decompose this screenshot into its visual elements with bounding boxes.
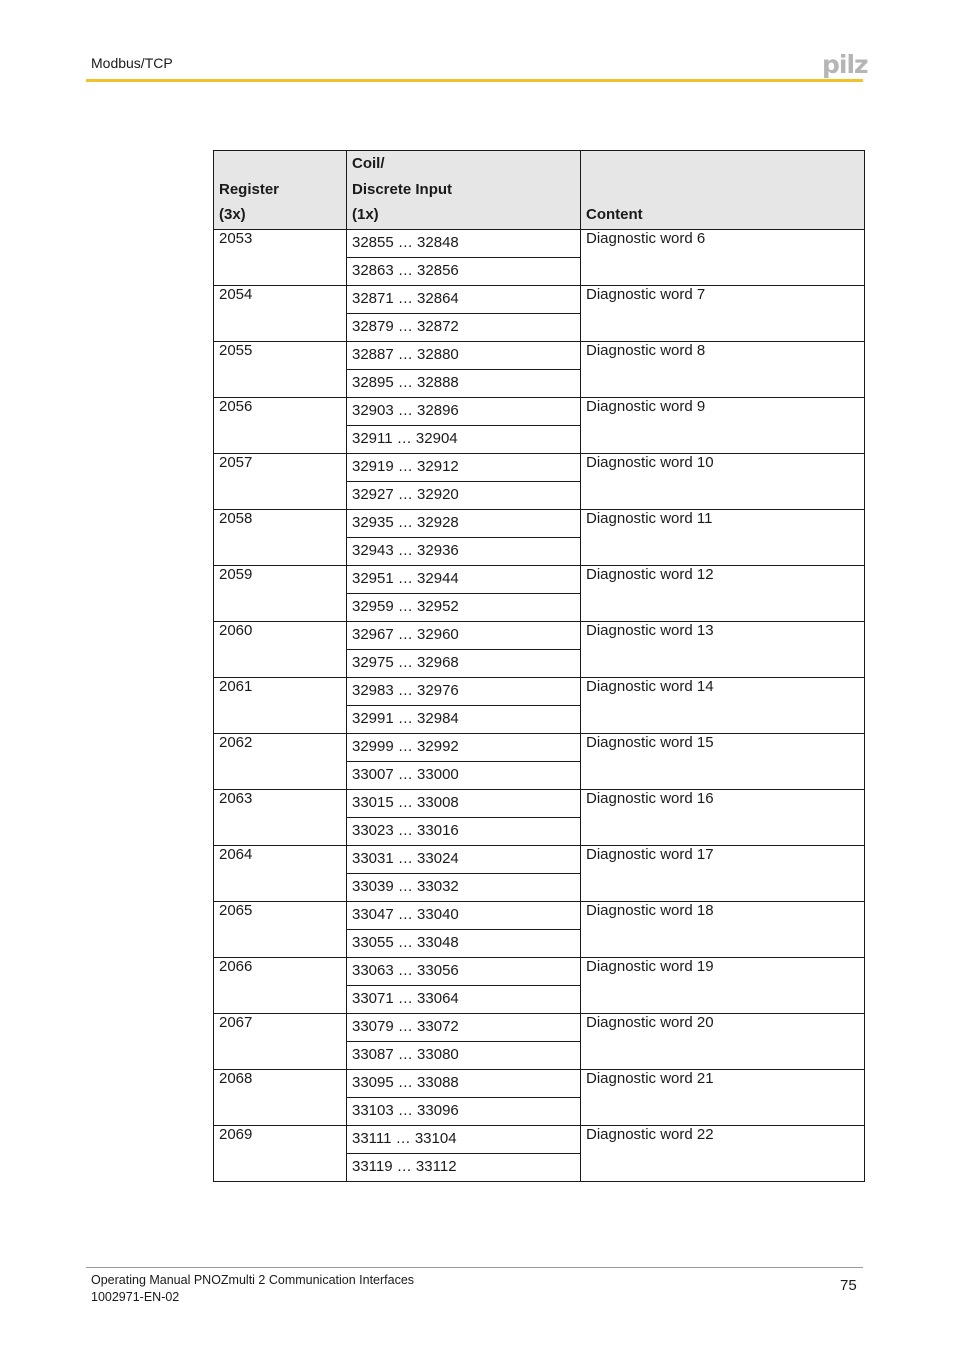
content-cell: Diagnostic word 18	[581, 901, 865, 957]
content-cell: Diagnostic word 15	[581, 733, 865, 789]
header-coil-line: Discrete Input	[352, 180, 453, 198]
coil-range-cell: 32967 … 32960	[347, 621, 581, 649]
pilz-logo: pilz	[822, 50, 868, 79]
coil-range-cell: 32855 … 32848	[347, 229, 581, 257]
register-cell: 2055	[214, 341, 347, 397]
coil-range-cell: 32975 … 32968	[347, 649, 581, 677]
table-header-row	[214, 151, 865, 230]
table-row	[214, 1013, 865, 1041]
header-divider	[86, 79, 863, 82]
register-cell: 2068	[214, 1069, 347, 1125]
page-header-title: Modbus/TCP	[91, 55, 173, 71]
content-cell: Diagnostic word 19	[581, 957, 865, 1013]
coil-range-cell: 33055 … 33048	[347, 929, 581, 957]
coil-range-cell: 33023 … 33016	[347, 817, 581, 845]
register-cell: 2061	[214, 677, 347, 733]
coil-range-cell: 33103 … 33096	[347, 1097, 581, 1125]
content-cell: Diagnostic word 12	[581, 565, 865, 621]
coil-range-cell: 33087 … 33080	[347, 1041, 581, 1069]
table-row	[214, 453, 865, 481]
register-cell: 2053	[214, 229, 347, 285]
table-row	[214, 677, 865, 705]
register-cell: 2064	[214, 845, 347, 901]
coil-range-cell: 32935 … 32928	[347, 509, 581, 537]
table-row	[214, 285, 865, 313]
content-cell: Diagnostic word 8	[581, 341, 865, 397]
content-cell: Diagnostic word 7	[581, 285, 865, 341]
coil-range-cell: 33039 … 33032	[347, 873, 581, 901]
table-row	[214, 229, 865, 257]
table-row	[214, 789, 865, 817]
content-cell: Diagnostic word 13	[581, 621, 865, 677]
content-cell: Diagnostic word 6	[581, 229, 865, 285]
coil-range-cell: 32927 … 32920	[347, 481, 581, 509]
coil-range-cell: 32871 … 32864	[347, 285, 581, 313]
table-row	[214, 1125, 865, 1153]
column-header-content: Content	[581, 151, 865, 230]
coil-range-cell: 32983 … 32976	[347, 677, 581, 705]
table-row	[214, 509, 865, 537]
coil-range-cell: 33063 … 33056	[347, 957, 581, 985]
coil-range-cell: 33079 … 33072	[347, 1013, 581, 1041]
table-body	[214, 229, 865, 1181]
header-register-line: (3x)	[219, 206, 246, 223]
column-header-coil	[347, 151, 581, 230]
coil-range-cell: 32943 … 32936	[347, 537, 581, 565]
register-cell: 2062	[214, 733, 347, 789]
register-cell: 2058	[214, 509, 347, 565]
coil-range-cell: 32895 … 32888	[347, 369, 581, 397]
content-cell: Diagnostic word 20	[581, 1013, 865, 1069]
coil-range-cell: 33047 … 33040	[347, 901, 581, 929]
table-row	[214, 621, 865, 649]
table-row	[214, 957, 865, 985]
table-row	[214, 733, 865, 761]
register-cell: 2056	[214, 397, 347, 453]
coil-range-cell: 33015 … 33008	[347, 789, 581, 817]
register-cell: 2060	[214, 621, 347, 677]
coil-range-cell: 32919 … 32912	[347, 453, 581, 481]
column-header-register	[214, 151, 347, 230]
coil-range-cell: 33007 … 33000	[347, 761, 581, 789]
header-coil-line: (1x)	[352, 206, 379, 223]
table-row	[214, 901, 865, 929]
register-mapping-table	[213, 150, 865, 1182]
content-cell: Diagnostic word 21	[581, 1069, 865, 1125]
coil-range-cell: 32863 … 32856	[347, 257, 581, 285]
content-cell: Diagnostic word 14	[581, 677, 865, 733]
table-row	[214, 845, 865, 873]
content-cell: Diagnostic word 16	[581, 789, 865, 845]
table-row	[214, 565, 865, 593]
coil-range-cell: 32879 … 32872	[347, 313, 581, 341]
register-cell: 2059	[214, 565, 347, 621]
register-cell: 2054	[214, 285, 347, 341]
footer-document-number: 1002971-EN-02	[91, 1290, 180, 1304]
coil-range-cell: 32999 … 32992	[347, 733, 581, 761]
header-register-line: Register	[219, 180, 280, 198]
footer-manual-title: Operating Manual PNOZmulti 2 Communication Interfaces	[91, 1273, 415, 1287]
footer-divider	[86, 1267, 863, 1268]
content-cell: Diagnostic word 9	[581, 397, 865, 453]
coil-range-cell: 32887 … 32880	[347, 341, 581, 369]
register-cell: 2067	[214, 1013, 347, 1069]
coil-range-cell: 32903 … 32896	[347, 397, 581, 425]
register-cell: 2063	[214, 789, 347, 845]
coil-range-cell: 33095 … 33088	[347, 1069, 581, 1097]
content-cell: Diagnostic word 10	[581, 453, 865, 509]
register-cell: 2066	[214, 957, 347, 1013]
page-number: 75	[840, 1277, 857, 1294]
register-cell: 2057	[214, 453, 347, 509]
register-cell: 2069	[214, 1125, 347, 1181]
coil-range-cell: 32959 … 32952	[347, 593, 581, 621]
content-cell: Diagnostic word 11	[581, 509, 865, 565]
coil-range-cell: 33119 … 33112	[347, 1153, 581, 1181]
table-row	[214, 397, 865, 425]
coil-range-cell: 33031 … 33024	[347, 845, 581, 873]
table-row	[214, 1069, 865, 1097]
header-coil-line: Coil/	[352, 155, 385, 172]
register-cell: 2065	[214, 901, 347, 957]
content-cell: Diagnostic word 22	[581, 1125, 865, 1181]
content-cell: Diagnostic word 17	[581, 845, 865, 901]
coil-range-cell: 33071 … 33064	[347, 985, 581, 1013]
coil-range-cell: 32911 … 32904	[347, 425, 581, 453]
coil-range-cell: 33111 … 33104	[347, 1125, 581, 1153]
coil-range-cell: 32951 … 32944	[347, 565, 581, 593]
coil-range-cell: 32991 … 32984	[347, 705, 581, 733]
table-row	[214, 341, 865, 369]
